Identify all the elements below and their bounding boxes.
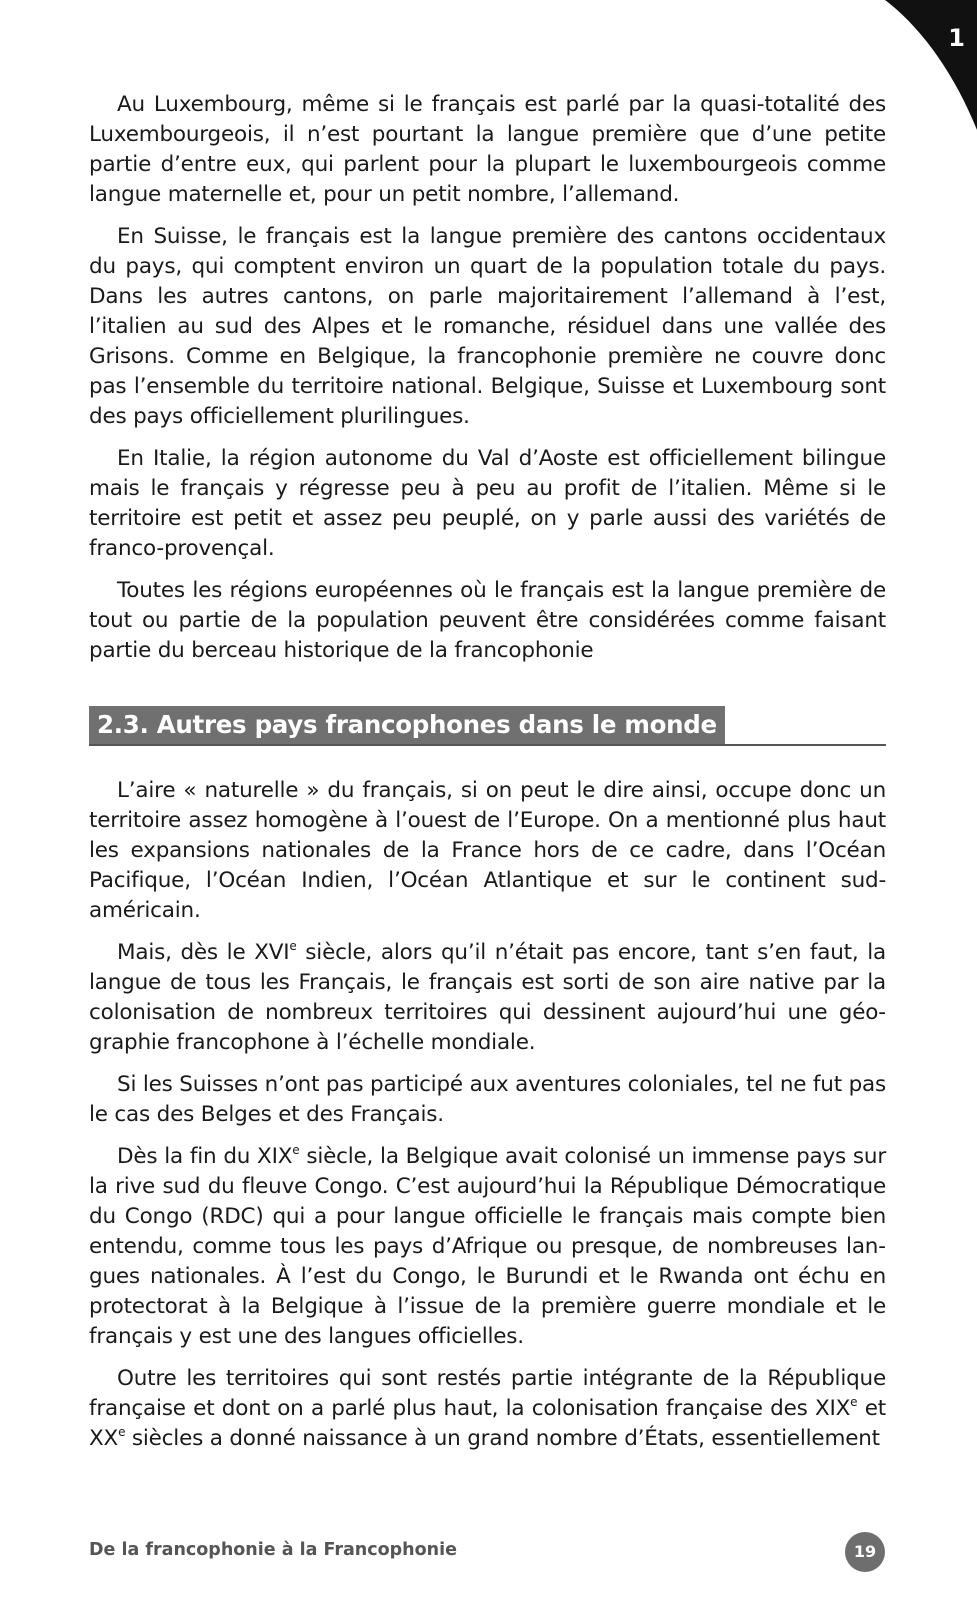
text-run: siècles a donné naissance à un grand nombre d’États, essentiellement (125, 1426, 880, 1451)
superscript: e (292, 1143, 300, 1157)
superscript: e (850, 1395, 858, 1409)
text-run: et XX (89, 1396, 886, 1451)
page-number-badge: 19 (845, 1532, 885, 1572)
section-heading: 2.3. Autres pays francophones dans le monde (89, 706, 725, 744)
paragraph-xvie-siecle (89, 938, 886, 1058)
paragraph-belgique-congo (89, 1142, 886, 1352)
paragraph-italie: En Italie, la région autonome du Val d’Aoste est officiellement bilingue mais le français y régresse peu à peu au profit de l’italien. Même si le territoire est petit et assez peu peuplé, on y parle aussi des variétés de franco-provençal. (89, 446, 886, 561)
superscript: e (118, 1425, 126, 1439)
text-run: Dès la fin du XIX (117, 1144, 293, 1169)
footer-title: De la francophonie à la Francophonie (89, 1540, 457, 1560)
paragraph-regions-europeennes: Toutes les régions européennes où le français est la langue première de tout ou partie de la population peuvent être considérées comme faisant partie du berceau historique de la francophonie (89, 578, 886, 663)
text-run: siècle, alors qu’il n’était pas encore, tant s’en faut, la langue de tous les Français, le français est sorti de son aire native par la colonisation de nombreux territoires qui dessinent aujourd’hui une géographie francophone à l’échelle mondiale. (89, 940, 886, 1055)
paragraph-luxembourg: Au Luxembourg, même si le français est parlé par la quasi-totalité des Luxembourgeois, il n’est pourtant la langue première que d’une petite partie d’entre eux, qui parlent pour la plupart le luxembourgeois comme langue maternelle et, pour un petit nombre, l’allemand. (89, 92, 886, 207)
page-body (89, 90, 886, 1466)
section-heading-bar (89, 706, 886, 746)
superscript: e (289, 939, 297, 953)
text-run: Mais, dès le XVI (117, 940, 290, 965)
chapter-number: 1 (948, 24, 965, 52)
paragraph-aire-naturelle: L’aire « naturelle » du français, si on peut le dire ainsi, occupe donc un territoire assez homogène à l’ouest de l’Europe. On a mentionné plus haut les expansions nationales de la France hors de ce cadre, dans l’Océan Pacifique, l’Océan Indien, l’Océan Atlantique et sur le continent sud-américain. (89, 778, 886, 923)
paragraph-suisses: Si les Suisses n’ont pas participé aux aventures coloniales, tel ne fut pas le cas des Belges et des Français. (89, 1072, 886, 1127)
text-run: Outre les territoires qui sont restés partie intégrante de la République française et dont on a parlé plus haut, la colonisation française des XIX (89, 1366, 886, 1421)
text-run: siècle, la Belgique avait colonisé un immense pays sur la rive sud du fleuve Congo. C’est aujourd’hui la République Démocratique du Congo (RDC) qui a pour langue officielle le français mais compte bien entendu, comme tous les pays d’Afrique ou presque, de nombreuses langues nationales. À l’est du Congo, le Burundi et le Rwanda ont échu en protectorat à la Belgique à l’issue de la première guerre mondiale et le français y est une des langues officielles. (89, 1144, 886, 1349)
paragraph-colonisation-francaise (89, 1364, 886, 1454)
paragraph-suisse: En Suisse, le français est la langue première des cantons occidentaux du pays, qui comptent environ un quart de la population totale du pays. Dans les autres cantons, on parle majoritairement l’allemand à l’est, l’italien au sud des Alpes et le romanche, résiduel dans une vallée des Grisons. Comme en Belgique, la francophonie première ne couvre donc pas l’ensemble du territoire national. Belgique, Suisse et Luxembourg sont des pays officiellement plurilingues. (89, 224, 886, 429)
